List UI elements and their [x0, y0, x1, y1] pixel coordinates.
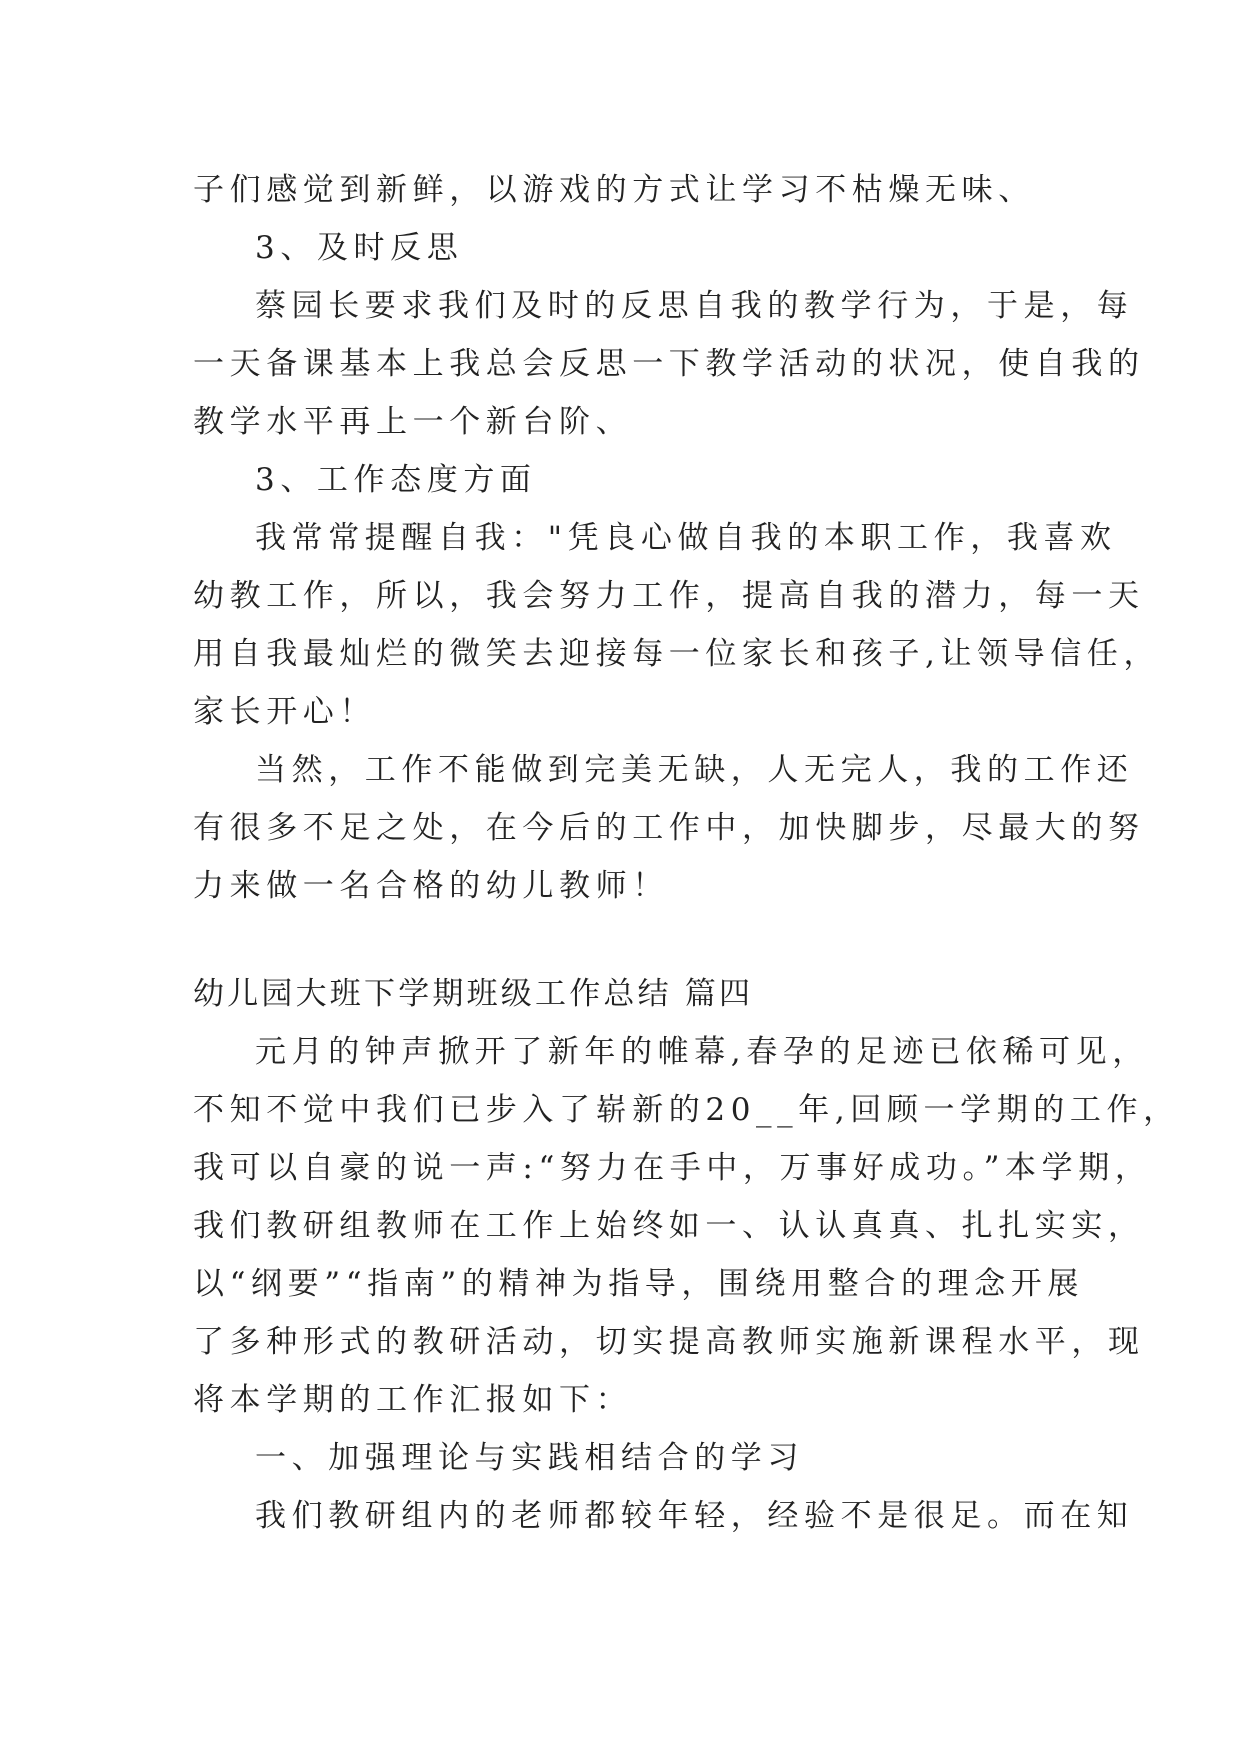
paragraph-line: 以“纲要”“指南”的精神为指导，围绕用整合的理念开展 [193, 1266, 1084, 1302]
paragraph-line: 用自我最灿烂的微笑去迎接每一位家长和孩子,让领导信任， [193, 636, 1161, 672]
paragraph-line: 力来做一名合格的幼儿教师！ [193, 868, 669, 904]
paragraph-line: 我常常提醒自我："凭良心做自我的本职工作，我喜欢 [255, 520, 1117, 556]
paragraph-continuation-line: 子们感觉到新鲜，以游戏的方式让学习不枯燥无味、 [193, 172, 1035, 208]
subheading-attitude: 3、工作态度方面 [255, 462, 537, 498]
paragraph-line: 蔡园长要求我们及时的反思自我的教学行为，于是，每 [255, 288, 1134, 324]
paragraph-line: 一天备课基本上我总会反思一下教学活动的状况，使自我的 [193, 346, 1145, 382]
paragraph-line: 幼教工作，所以，我会努力工作，提高自我的潜力，每一天 [193, 578, 1145, 614]
paragraph-line: 有很多不足之处，在今后的工作中，加快脚步，尽最大的努 [193, 810, 1145, 846]
paragraph-line: 将本学期的工作汇报如下： [193, 1382, 633, 1418]
paragraph-line: 我可以自豪的说一声:“努力在手中，万事好成功。”本学期， [193, 1150, 1152, 1186]
paragraph-line: 不知不觉中我们已步入了崭新的20__年,回顾一学期的工作， [193, 1092, 1180, 1128]
paragraph-line: 我们教研组教师在工作上始终如一、认认真真、扎扎实实， [193, 1208, 1145, 1244]
section-title: 幼儿园大班下学期班级工作总结 篇四 [193, 976, 754, 1012]
paragraph-line: 家长开心！ [193, 694, 376, 730]
subheading-theory-practice: 一、加强理论与实践相结合的学习 [255, 1440, 804, 1476]
paragraph-line: 教学水平再上一个新台阶、 [193, 404, 633, 440]
paragraph-line: 元月的钟声掀开了新年的帷幕,春孕的足迹已依稀可见， [255, 1034, 1149, 1070]
subheading-reflection: 3、及时反思 [255, 230, 464, 266]
paragraph-line: 当然，工作不能做到完美无缺，人无完人，我的工作还 [255, 752, 1134, 788]
paragraph-line: 我们教研组内的老师都较年轻，经验不是很足。而在知 [255, 1498, 1134, 1534]
paragraph-line: 了多种形式的教研活动，切实提高教师实施新课程水平，现 [193, 1324, 1145, 1360]
